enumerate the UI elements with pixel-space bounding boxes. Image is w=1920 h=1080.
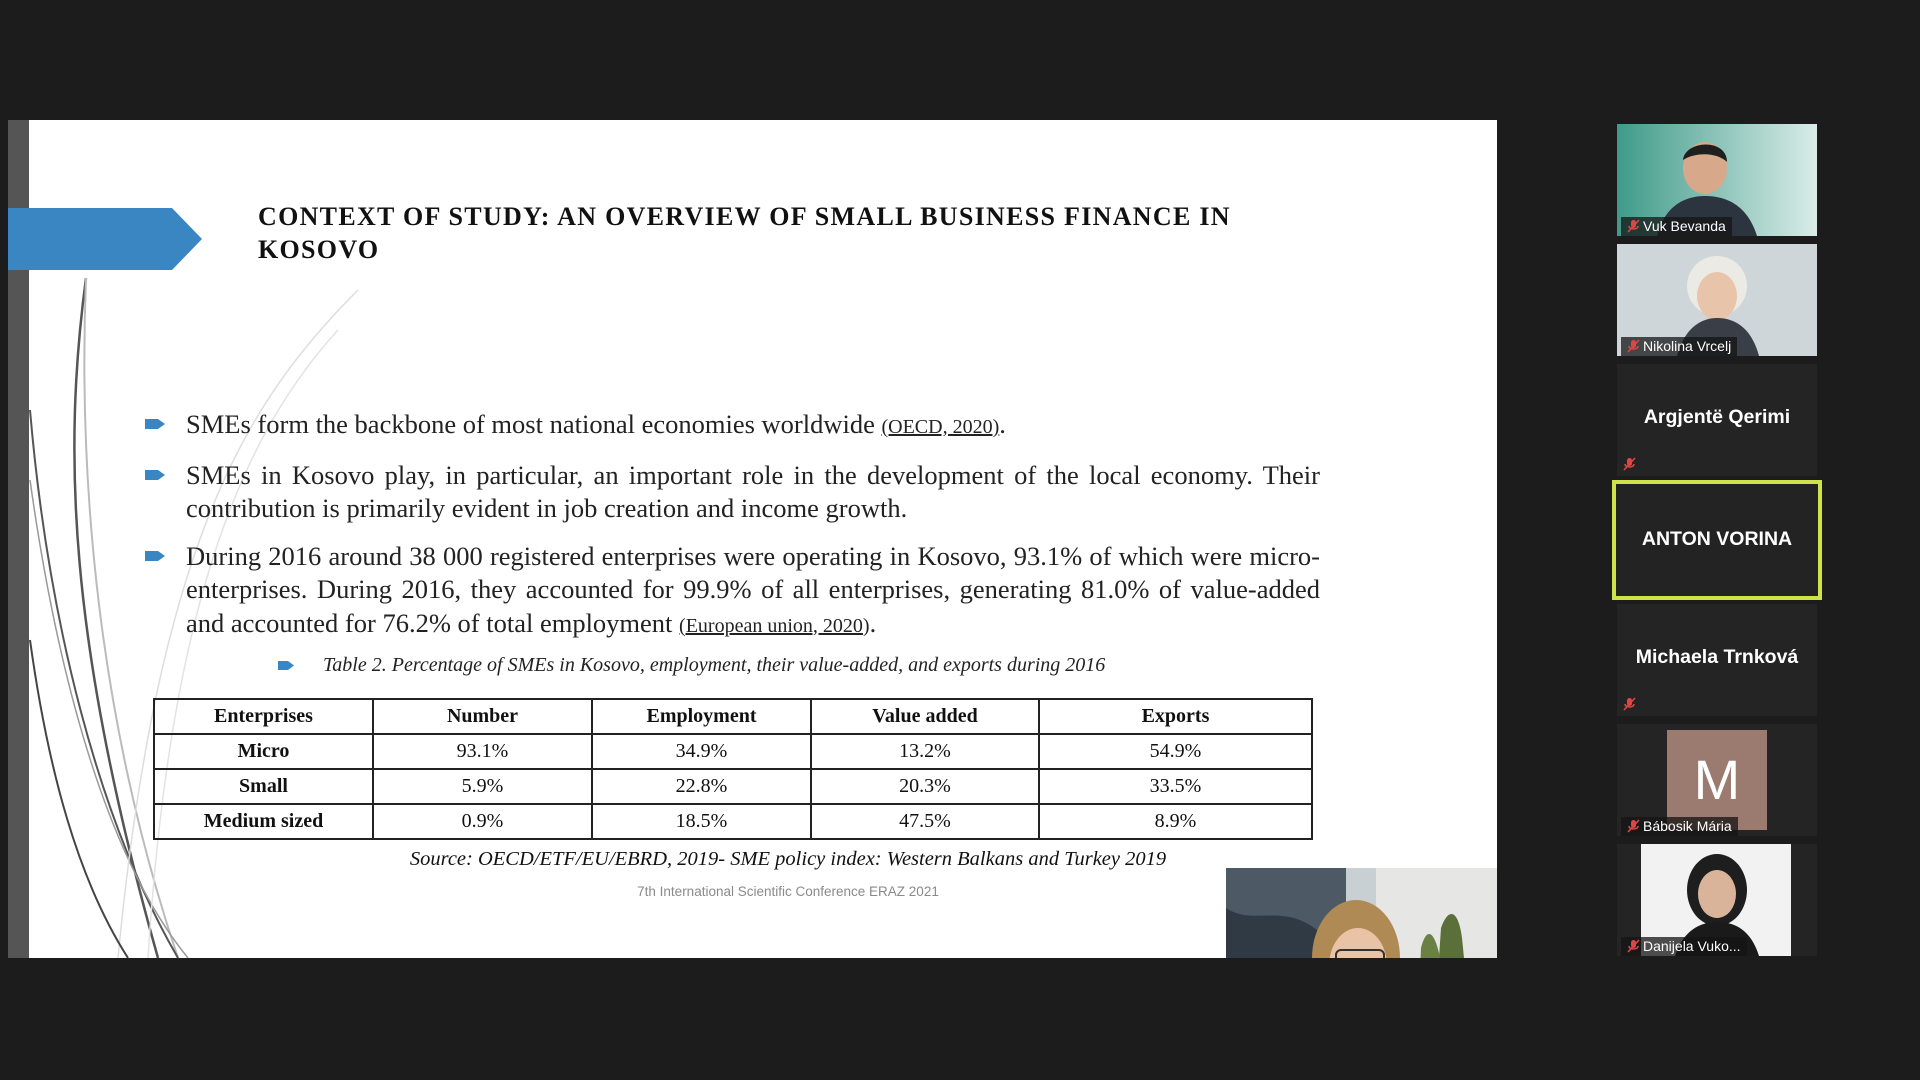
participant-tile[interactable] [1617, 244, 1817, 356]
table-header: Exports [1039, 699, 1312, 734]
sme-table [153, 698, 1313, 840]
participant-name [1621, 337, 1737, 356]
table-cell: 8.9% [1039, 804, 1312, 839]
table-cell: 13.2% [811, 734, 1039, 769]
participant-tile[interactable] [1617, 364, 1817, 476]
table-cell: 0.9% [373, 804, 592, 839]
caption-text: Table 2. Percentage of SMEs in Kosovo, employment, their value-added, and exports during 2016 [323, 654, 1106, 676]
bullet-text: During 2016 around 38 000 registered enterprises were operating in Kosovo, 93.1% of which were micro-enterprises. During 2016, they accounted for 99.9% of all enterprises, generating 81.0% of value-added and accounted for 76.2% of total employment [186, 540, 1320, 638]
participant-name-text: Nikolina Vrcelj [1643, 338, 1732, 354]
table-cell: 20.3% [811, 769, 1039, 804]
table-cell: 54.9% [1039, 734, 1312, 769]
table-cell: 18.5% [592, 804, 811, 839]
presenter-video-frame [1226, 868, 1497, 958]
citation-link[interactable]: (European union, 2020) [679, 614, 870, 637]
participant-name-text: Danijela Vuko... [1643, 938, 1741, 954]
table-cell: Small [154, 769, 373, 804]
participant-tile[interactable] [1617, 604, 1817, 716]
bullet-text: SMEs in Kosovo play, in particular, an important role in the development of the local economy. Their contribution is primarily evident in job creation and income growth. [186, 459, 1320, 523]
participant-name [1621, 217, 1732, 236]
participant-name [1621, 817, 1738, 836]
table-cell: 93.1% [373, 734, 592, 769]
muted-mic-icon [1627, 339, 1640, 353]
participant-name-text: Vuk Bevanda [1643, 218, 1726, 234]
table-cell: Micro [154, 734, 373, 769]
bullet-arrow-icon [145, 417, 165, 431]
table-source: Source: OECD/ETF/EU/EBRD, 2019- SME policy index: Western Balkans and Turkey 2019 [409, 848, 1167, 870]
table-row [154, 804, 1312, 839]
bullet-tail: . [999, 409, 1006, 439]
muted-mic-icon [1623, 697, 1636, 711]
bullet-list [145, 408, 1320, 657]
participant-name-text: Bábosik Mária [1643, 818, 1732, 834]
slide-title: CONTEXT OF STUDY: AN OVERVIEW OF SMALL BUSINESS FINANCE IN KOSOVO [258, 202, 1231, 264]
muted-mic-icon [1627, 219, 1640, 233]
bullet-arrow-icon [145, 468, 165, 482]
bullet-item [145, 459, 1320, 526]
table-header: Number [373, 699, 592, 734]
table-header-row [154, 699, 1312, 734]
active-speaker-tile[interactable] [1612, 480, 1822, 600]
presenter-video[interactable] [1226, 868, 1497, 958]
bullet-arrow-icon [278, 660, 294, 671]
participant-tile[interactable] [1617, 724, 1817, 836]
bullet-tail: . [869, 607, 877, 638]
table-cell: 33.5% [1039, 769, 1312, 804]
bullet-arrow-icon [145, 549, 165, 563]
table-row [154, 769, 1312, 804]
table-header: Value added [811, 699, 1039, 734]
participant-name: Michaela Trnková [1635, 646, 1799, 668]
table-row [154, 734, 1312, 769]
table-header: Enterprises [154, 699, 373, 734]
bullet-item [145, 540, 1320, 644]
citation-link[interactable]: (OECD, 2020) [881, 416, 1000, 438]
avatar: M [1667, 730, 1767, 830]
shared-slide [8, 120, 1497, 958]
participant-name [1621, 937, 1747, 956]
table-cell: Medium sized [154, 804, 373, 839]
muted-mic-icon [1627, 819, 1640, 833]
participant-tile[interactable] [1617, 124, 1817, 236]
table-cell: 34.9% [592, 734, 811, 769]
muted-mic-icon [1623, 457, 1636, 471]
table-header: Employment [592, 699, 811, 734]
table-cell: 5.9% [373, 769, 592, 804]
table-cell: 47.5% [811, 804, 1039, 839]
participant-tile[interactable] [1617, 844, 1817, 956]
bullet-item [145, 408, 1320, 445]
table-cell: 22.8% [592, 769, 811, 804]
participant-name: Argjentë Qerimi [1643, 406, 1791, 428]
muted-mic-icon [1627, 939, 1640, 953]
bullet-text: SMEs form the backbone of most national economies worldwide [186, 409, 882, 439]
participant-name: ANTON VORINA [1641, 528, 1793, 550]
title-arrow-shape [8, 208, 208, 270]
table-caption [281, 654, 1105, 677]
slide-footer: 7th International Scientific Conference ERAZ 2021 [637, 884, 939, 899]
